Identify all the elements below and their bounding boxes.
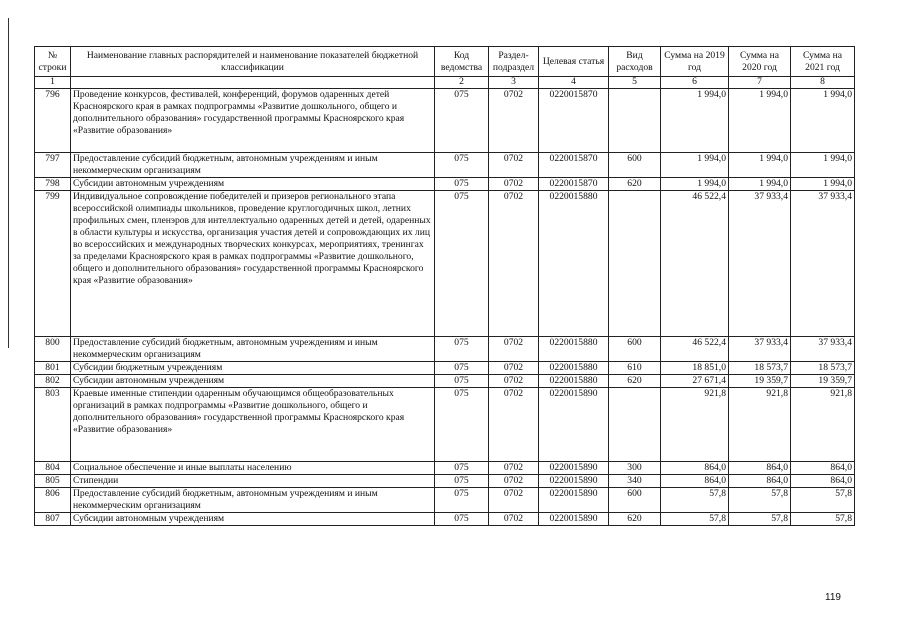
sum-2019-cell: 1 994,0 — [661, 178, 729, 191]
column-number: 4 — [539, 77, 609, 89]
column-number-row — [35, 77, 855, 89]
sum-2021-cell: 1 994,0 — [791, 89, 855, 153]
department-code-cell: 075 — [435, 375, 489, 388]
header-name: Наименование главных распорядителей и наименование показателей бюджетной классификации — [71, 47, 435, 77]
sum-2019-cell: 46 522,4 — [661, 191, 729, 337]
sum-2021-cell: 37 933,4 — [791, 337, 855, 362]
column-number: 1 — [35, 77, 71, 89]
department-code-cell: 075 — [435, 191, 489, 337]
table-row — [35, 362, 855, 375]
target-item-cell: 0220015870 — [539, 153, 609, 178]
sum-2019-cell: 1 994,0 — [661, 89, 729, 153]
sum-2020-cell: 864,0 — [729, 462, 791, 475]
row-number-cell: 802 — [35, 375, 71, 388]
row-number-cell: 804 — [35, 462, 71, 475]
department-code-cell: 075 — [435, 89, 489, 153]
target-item-cell: 0220015870 — [539, 178, 609, 191]
sum-2020-cell: 1 994,0 — [729, 178, 791, 191]
name-cell: Проведение конкурсов, фестивалей, конференций, форумов одаренных детей Красноярского края в рамках подпрограммы «Развитие дошкольного, общего и дополнительного образования» государственной программы Красноярского края «Развитие образования» — [71, 89, 435, 153]
target-item-cell: 0220015880 — [539, 375, 609, 388]
table-row — [35, 375, 855, 388]
row-number-cell: 799 — [35, 191, 71, 337]
table-row — [35, 337, 855, 362]
name-cell: Субсидии автономным учреждениям — [71, 178, 435, 191]
header-sum-2019: Сумма на 2019 год — [661, 47, 729, 77]
sum-2021-cell: 19 359,7 — [791, 375, 855, 388]
sum-2021-cell: 18 573,7 — [791, 362, 855, 375]
column-number: 3 — [489, 77, 539, 89]
sum-2020-cell: 37 933,4 — [729, 191, 791, 337]
row-number-cell: 797 — [35, 153, 71, 178]
department-code-cell: 075 — [435, 337, 489, 362]
row-number-cell: 801 — [35, 362, 71, 375]
sum-2020-cell: 1 994,0 — [729, 153, 791, 178]
name-cell: Субсидии автономным учреждениям — [71, 513, 435, 526]
column-number — [71, 77, 435, 89]
expense-type-cell: 300 — [609, 462, 661, 475]
row-number-cell: 806 — [35, 488, 71, 513]
sum-2020-cell: 37 933,4 — [729, 337, 791, 362]
column-number: 6 — [661, 77, 729, 89]
row-number-cell: 796 — [35, 89, 71, 153]
column-number: 2 — [435, 77, 489, 89]
header-target-item: Целевая статья — [539, 47, 609, 77]
target-item-cell: 0220015880 — [539, 362, 609, 375]
sum-2020-cell: 57,8 — [729, 513, 791, 526]
name-cell: Краевые именные стипендии одаренным обучающимся общеобразовательных организаций в рамках подпрограммы «Развитие дошкольного, общего и дополнительного образования» государственной программы Красноярского края «Развитие образования» — [71, 388, 435, 462]
column-number: 7 — [729, 77, 791, 89]
header-expense-type: Вид расходов — [609, 47, 661, 77]
sum-2020-cell: 921,8 — [729, 388, 791, 462]
section-cell: 0702 — [489, 513, 539, 526]
expense-type-cell: 620 — [609, 513, 661, 526]
row-number-cell: 798 — [35, 178, 71, 191]
sum-2019-cell: 1 994,0 — [661, 153, 729, 178]
row-number-cell: 803 — [35, 388, 71, 462]
sum-2019-cell: 57,8 — [661, 488, 729, 513]
table-row — [35, 178, 855, 191]
sum-2020-cell: 18 573,7 — [729, 362, 791, 375]
target-item-cell: 0220015890 — [539, 388, 609, 462]
name-cell: Субсидии автономным учреждениям — [71, 375, 435, 388]
expense-type-cell: 340 — [609, 475, 661, 488]
sum-2020-cell: 1 994,0 — [729, 89, 791, 153]
section-cell: 0702 — [489, 191, 539, 337]
department-code-cell: 075 — [435, 362, 489, 375]
expense-type-cell — [609, 191, 661, 337]
expense-type-cell: 600 — [609, 337, 661, 362]
section-cell: 0702 — [489, 388, 539, 462]
target-item-cell: 0220015890 — [539, 513, 609, 526]
sum-2019-cell: 18 851,0 — [661, 362, 729, 375]
section-cell: 0702 — [489, 488, 539, 513]
section-cell: 0702 — [489, 462, 539, 475]
sum-2020-cell: 57,8 — [729, 488, 791, 513]
header-sum-2021: Сумма на 2021 год — [791, 47, 855, 77]
sum-2021-cell: 864,0 — [791, 475, 855, 488]
sum-2019-cell: 46 522,4 — [661, 337, 729, 362]
header-department-code: Код ведомства — [435, 47, 489, 77]
department-code-cell: 075 — [435, 513, 489, 526]
table-row — [35, 89, 855, 153]
name-cell: Индивидуальное сопровождение победителей и призеров регионального этапа всероссийской олимпиады школьников, проведение круглогодичных школ, летних профильных смен, пленэров для интеллектуально одаренных детей и детей, одаренных в области культуры и искусства, организация участия детей и сопровождающих их лиц во всероссийских и международных творческих конкурсах, мероприятиях, тренингах за пределами Красноярского края в рамках подпрограммы «Развитие дошкольного, общего и дополнительного образования» государственной программы Красноярского края «Развитие образования» — [71, 191, 435, 337]
department-code-cell: 075 — [435, 153, 489, 178]
sum-2021-cell: 57,8 — [791, 488, 855, 513]
table-row — [35, 475, 855, 488]
name-cell: Субсидии бюджетным учреждениям — [71, 362, 435, 375]
row-number-cell: 805 — [35, 475, 71, 488]
margin-rule — [8, 18, 9, 348]
header-row-number: № строки — [35, 47, 71, 77]
page-number: 119 — [825, 592, 841, 603]
department-code-cell: 075 — [435, 488, 489, 513]
sum-2020-cell: 19 359,7 — [729, 375, 791, 388]
expense-type-cell: 610 — [609, 362, 661, 375]
budget-table — [34, 46, 855, 526]
expense-type-cell: 600 — [609, 488, 661, 513]
sum-2019-cell: 57,8 — [661, 513, 729, 526]
target-item-cell: 0220015870 — [539, 89, 609, 153]
name-cell: Стипендии — [71, 475, 435, 488]
target-item-cell: 0220015880 — [539, 337, 609, 362]
section-cell: 0702 — [489, 337, 539, 362]
department-code-cell: 075 — [435, 178, 489, 191]
name-cell: Предоставление субсидий бюджетным, автономным учреждениям и иным некоммерческим организациям — [71, 153, 435, 178]
sum-2019-cell: 864,0 — [661, 475, 729, 488]
table-row — [35, 388, 855, 462]
target-item-cell: 0220015880 — [539, 191, 609, 337]
column-number: 5 — [609, 77, 661, 89]
sum-2020-cell: 864,0 — [729, 475, 791, 488]
department-code-cell: 075 — [435, 462, 489, 475]
section-cell: 0702 — [489, 475, 539, 488]
table-row — [35, 513, 855, 526]
section-cell: 0702 — [489, 178, 539, 191]
sum-2021-cell: 1 994,0 — [791, 153, 855, 178]
header-sum-2020: Сумма на 2020 год — [729, 47, 791, 77]
section-cell: 0702 — [489, 153, 539, 178]
table-row — [35, 191, 855, 337]
target-item-cell: 0220015890 — [539, 488, 609, 513]
table-row — [35, 462, 855, 475]
name-cell: Социальное обеспечение и иные выплаты населению — [71, 462, 435, 475]
expense-type-cell — [609, 89, 661, 153]
table-row — [35, 488, 855, 513]
header-section: Раздел-подраздел — [489, 47, 539, 77]
table-row — [35, 153, 855, 178]
expense-type-cell — [609, 388, 661, 462]
target-item-cell: 0220015890 — [539, 462, 609, 475]
department-code-cell: 075 — [435, 388, 489, 462]
department-code-cell: 075 — [435, 475, 489, 488]
name-cell: Предоставление субсидий бюджетным, автономным учреждениям и иным некоммерческим организациям — [71, 488, 435, 513]
sum-2019-cell: 864,0 — [661, 462, 729, 475]
row-number-cell: 807 — [35, 513, 71, 526]
table-header-row — [35, 47, 855, 77]
expense-type-cell: 600 — [609, 153, 661, 178]
sum-2021-cell: 864,0 — [791, 462, 855, 475]
name-cell: Предоставление субсидий бюджетным, автономным учреждениям и иным некоммерческим организациям — [71, 337, 435, 362]
sum-2019-cell: 921,8 — [661, 388, 729, 462]
sum-2019-cell: 27 671,4 — [661, 375, 729, 388]
row-number-cell: 800 — [35, 337, 71, 362]
section-cell: 0702 — [489, 362, 539, 375]
column-number: 8 — [791, 77, 855, 89]
sum-2021-cell: 37 933,4 — [791, 191, 855, 337]
expense-type-cell: 620 — [609, 178, 661, 191]
sum-2021-cell: 1 994,0 — [791, 178, 855, 191]
target-item-cell: 0220015890 — [539, 475, 609, 488]
section-cell: 0702 — [489, 89, 539, 153]
expense-type-cell: 620 — [609, 375, 661, 388]
section-cell: 0702 — [489, 375, 539, 388]
sum-2021-cell: 921,8 — [791, 388, 855, 462]
sum-2021-cell: 57,8 — [791, 513, 855, 526]
